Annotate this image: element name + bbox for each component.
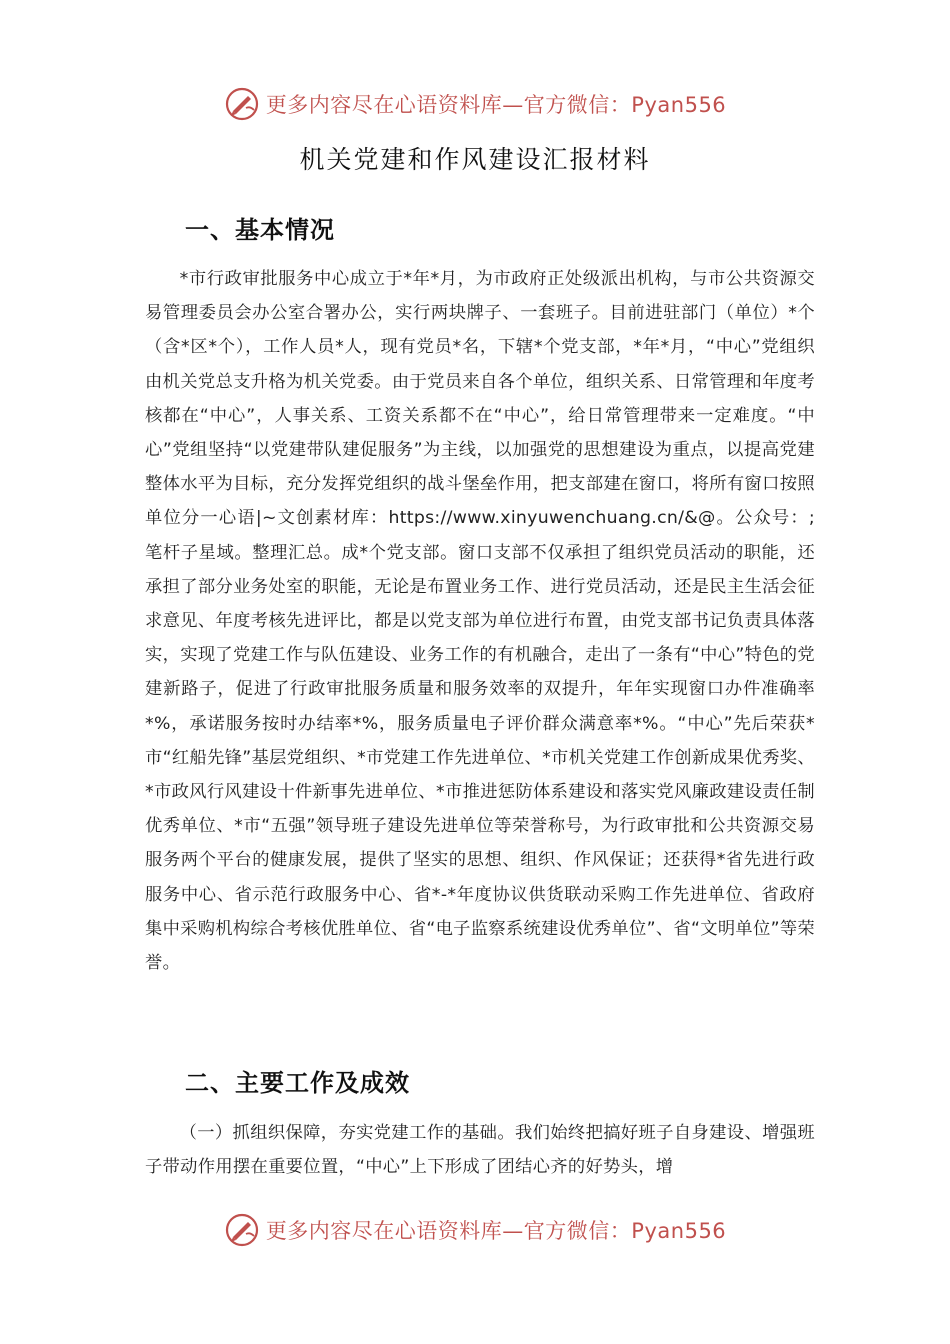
header-banner	[0, 84, 950, 124]
pen-logo-icon	[224, 1212, 260, 1248]
footer-banner	[0, 1210, 950, 1250]
document-title: 机关党建和作风建设汇报材料	[299, 145, 651, 174]
footer-banner-text: 更多内容尽在心语资料库—官方微信：Pyan556	[265, 1219, 727, 1243]
section-heading-main-work: 二、主要工作及成效	[185, 1069, 410, 1097]
section-paragraph-main-work: （一）抓组织保障，夯实党建工作的基础。我们始终把搞好班子自身建设、增强班子带动作用摆在重要位置，“中心”上下形成了团结心齐的好势头，增	[145, 1123, 815, 1178]
section-paragraph-basic-situation: *市行政审批服务中心成立于*年*月，为市政府正处级派出机构，与市公共资源交易管理委员会办公室合署办公，实行两块牌子、一套班子。目前进驻部门（单位）*个（含*区*个），工作人员*人，现有党员*名，下辖*个党支部，*年*月，“中心”党组织由机关党总支升格为机关党委。由于党员来自各个单位，组织关系、日常管理和年度考核都在“中心”，人事关系、工资关系都不在“中心”，给日常管理带来一定难度。“中心”党组坚持“以党建带队建促服务”为主线，以加强党的思想建设为重点，以提高党建整体水平为目标，充分发挥党组织的战斗堡垒作用，把支部建在窗口，将所有窗口按照单位分一心语|~文创素材库：https://www.xinyuwenchuang.cn/&@。公众号：;笔杆子星域。整理汇总。成*个党支部。窗口支部不仅承担了组织党员活动的职能，还承担了部分业务处室的职能，无论是布置业务工作、进行党员活动，还是民主生活会征求意见、年度考核先进评比，都是以党支部为单位进行布置，由党支部书记负责具体落实，实现了党建工作与队伍建设、业务工作的有机融合，走出了一条有“中心”特色的党建新路子，促进了行政审批服务质量和服务效率的双提升，年年实现窗口办件准确率*%，承诺服务按时办结率*%，服务质量电子评价群众满意率*%。“中心”先后荣获*市“红船先锋”基层党组织、*市党建工作先进单位、*市机关党建工作创新成果优秀奖、*市政风行风建设十件新事先进单位、*市推进惩防体系建设和落实党风廉政建设责任制优秀单位、*市“五强”领导班子建设先进单位等荣誉称号，为行政审批和公共资源交易服务两个平台的健康发展，提供了坚实的思想、组织、作风保证；还获得*省先进行政服务中心、省示范行政服务中心、省*-*年度协议供货联动采购工作先进单位、省政府集中采购机构综合考核优胜单位、省“电子监察系统建设优秀单位”、省“文明单位”等荣誉。	[145, 269, 815, 974]
header-banner-text: 更多内容尽在心语资料库—官方微信：Pyan556	[265, 93, 727, 117]
pen-logo-icon	[224, 86, 260, 122]
section-heading-basic-situation: 一、基本情况	[185, 216, 335, 244]
